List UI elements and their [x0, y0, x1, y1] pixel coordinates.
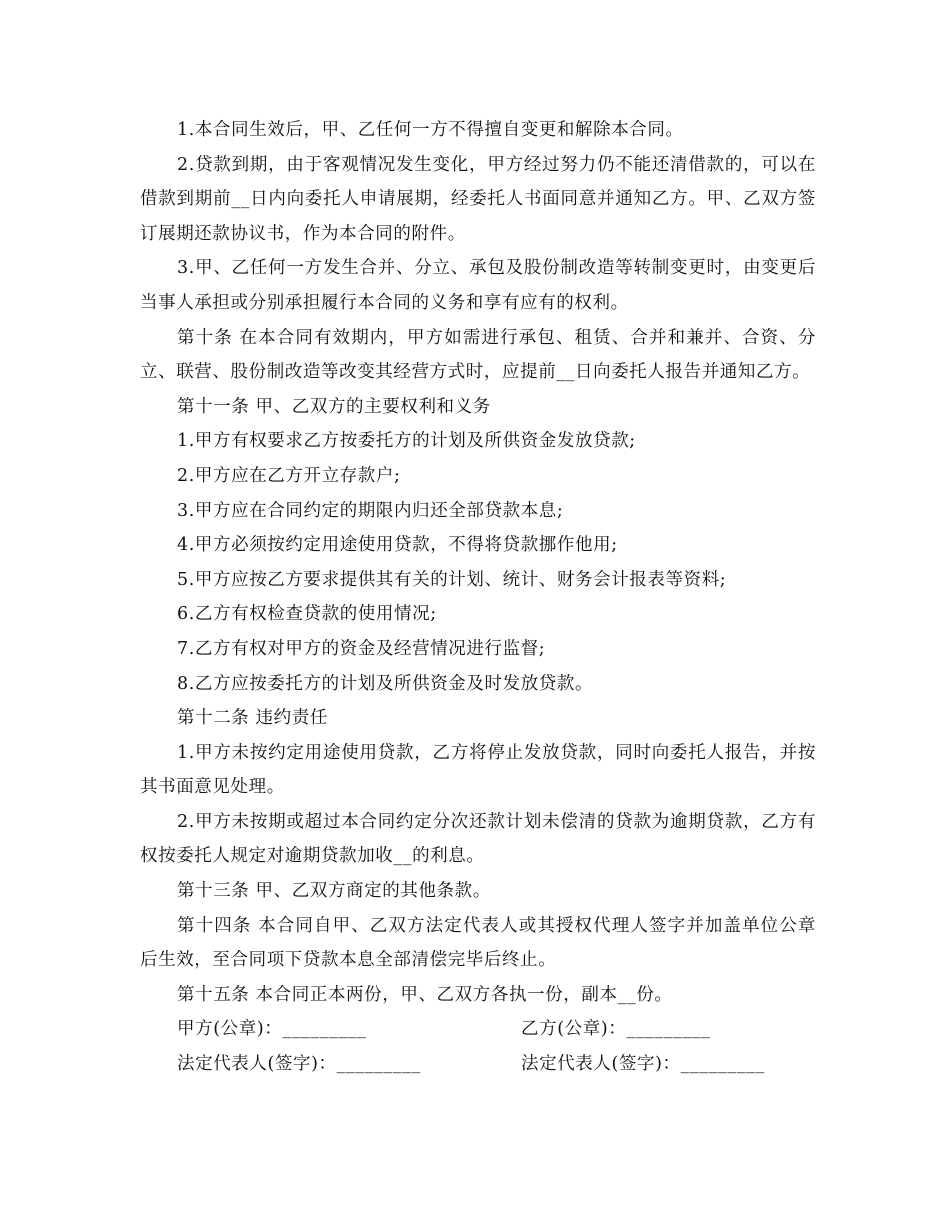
party-b-representative-field: 法定代表人(签字)：_________: [521, 1054, 765, 1075]
party-b-seal-field: 乙方(公章)：_________: [521, 1019, 711, 1040]
clause-item-1: 1.本合同生效后，甲、乙任何一方不得擅自变更和解除本合同。: [177, 120, 684, 140]
article-11-item-1: 1.甲方有权要求乙方按委托方的计划及所供资金发放贷款;: [177, 431, 636, 452]
article-11-item-5: 5.甲方应按乙方要求提供其有关的计划、统计、财务会计报表等资料;: [177, 569, 727, 590]
article-11-item-6: 6.乙方有权检查贷款的使用情况;: [177, 604, 437, 625]
article-11-item-2: 2.甲方应在乙方开立存款户;: [177, 465, 401, 486]
article-12-item-2: 2.甲方未按期或超过本合同约定分次还款计划未偿清的贷款为逾期贷款，乙方有权按委托人规定对逾期贷款加收__的利息。: [140, 811, 816, 867]
clause-item-3: 3.甲、乙任何一方发生合并、分立、承包及股份制改造等转制变更时，由变更后当事人承担或分别承担履行本合同的义务和享有应有的权利。: [140, 258, 816, 313]
article-11-item-4: 4.甲方必须按约定用途使用贷款，不得将贷款挪作他用;: [177, 535, 618, 556]
article-11-item-3: 3.甲方应在合同约定的期限内归还全部贷款本息;: [177, 500, 564, 521]
article-11-item-7: 7.乙方有权对甲方的资金及经营情况进行监督;: [177, 638, 546, 659]
article-15: 第十五条 本合同正本两份，甲、乙双方各执一份，副本__份。: [177, 984, 673, 1005]
signature-row-representative: [140, 1047, 816, 1082]
article-12-heading: 第十二条 违约责任: [177, 708, 328, 729]
article-11-heading: 第十一条 甲、乙双方的主要权利和义务: [177, 396, 491, 417]
article-12-item-1: 1.甲方未按约定用途使用贷款，乙方将停止发放贷款，同时向委托人报告，并按其书面意见处理。: [140, 742, 816, 798]
clause-item-2: 2.贷款到期，由于客观情况发生变化，甲方经过努力仍不能还清借款的，可以在借款到期前__日内向委托人申请展期，经委托人书面同意并通知乙方。甲、乙双方签订展期还款协议书，作为本合同的附件。: [140, 154, 817, 244]
signature-row-seal: [140, 1012, 816, 1047]
article-11-item-8: 8.乙方应按委托方的计划及所供资金及时发放贷款。: [177, 673, 594, 694]
document-page: [140, 113, 816, 1082]
party-a-seal-field: 甲方(公章)：_________: [177, 1019, 367, 1040]
article-10: 第十条 在本合同有效期内，甲方如需进行承包、租赁、合并和兼并、合资、分立、联营、股份制改造等改变其经营方式时，应提前__日向委托人报告并通知乙方。: [140, 327, 816, 383]
article-13: 第十三条 甲、乙双方商定的其他条款。: [177, 881, 491, 902]
party-a-representative-field: 法定代表人(签字)：_________: [177, 1054, 421, 1075]
article-14: 第十四条 本合同自甲、乙双方法定代表人或其授权代理人签字并加盖单位公章后生效，至合同项下贷款本息全部清偿完毕后终止。: [140, 915, 816, 971]
